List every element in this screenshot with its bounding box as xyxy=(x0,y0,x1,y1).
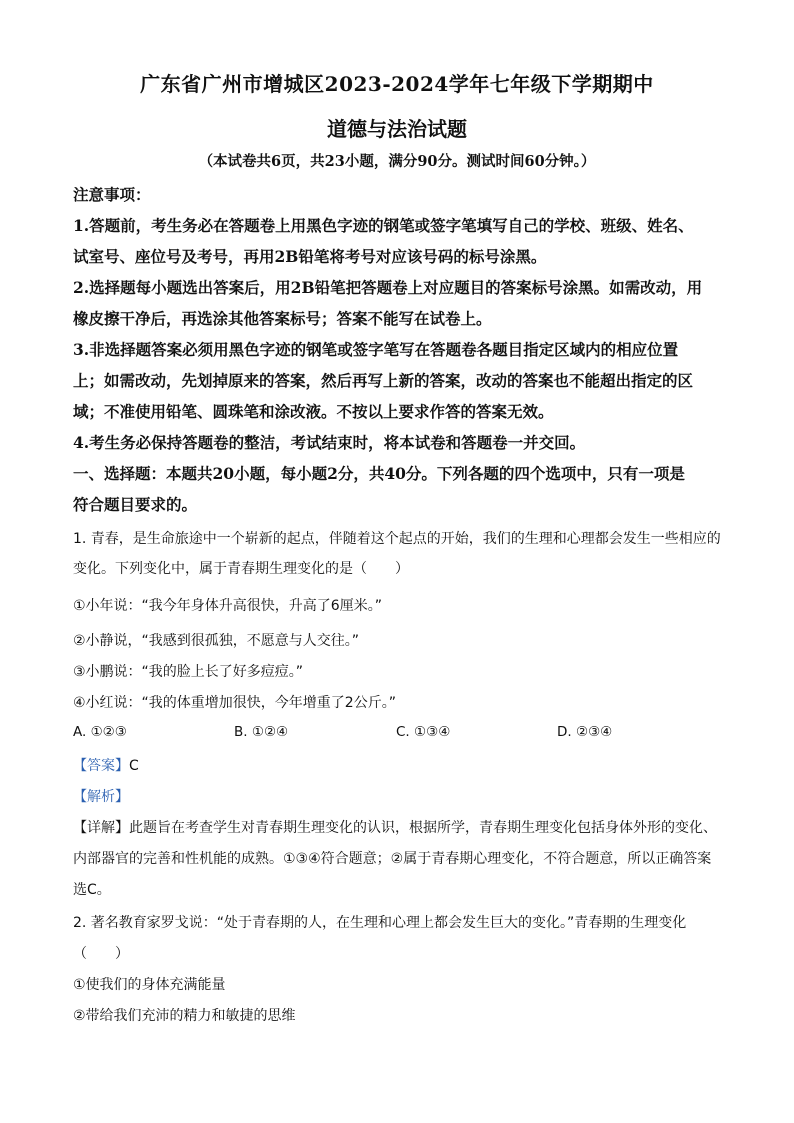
section-heading: 一、选择题：本题共20小题，每小题2分，共40分。下列各题的四个选项中，只有一项是 xyxy=(73,464,685,483)
analysis-tag: 【解析】 xyxy=(73,789,129,805)
notice-line: 4.考生务必保持答题卷的整洁，考试结束时，将本试卷和答题卷一并交回。 xyxy=(73,433,586,452)
notice-line: 域；不准使用铅笔、圆珠笔和涂改液。不按以上要求作答的答案无效。 xyxy=(73,402,554,421)
q1-item: ③小鹏说：“我的脸上长了好多痘痘。” xyxy=(73,664,304,680)
notice-line: 上；如需改动，先划掉原来的答案，然后再写上新的答案，改动的答案也不能超出指定的区 xyxy=(73,371,694,390)
q1-item: ④小红说：“我的体重增加很快，今年增重了2公斤。” xyxy=(73,695,396,711)
notice-heading: 注意事项： xyxy=(73,185,151,204)
answer-value: C xyxy=(129,758,139,774)
q1-item: ①小年说：“我今年身体升高很快，升高了6厘米。” xyxy=(73,598,382,614)
q2-item: ①使我们的身体充满能量 xyxy=(73,977,226,993)
notice-line: 橡皮擦干净后，再选涂其他答案标号；答案不能写在试卷上。 xyxy=(73,309,492,328)
detail-text: 内部器官的完善和性机能的成熟。①③④符合题意；②属于青春期心理变化，不符合题意，所以正确答案 xyxy=(73,851,712,867)
q2-stem: （ ） xyxy=(73,946,129,962)
q2-stem: 2. 著名教育家罗戈说：“处于青春期的人，在生理和心理上都会发生巨大的变化。”青春期的生理变化 xyxy=(73,915,687,931)
q1-stem: 变化。下列变化中，属于青春期生理变化的是（ ） xyxy=(73,561,409,577)
exam-title: 广东省广州市增城区2023-2024学年七年级下学期期中 xyxy=(140,72,654,96)
notice-line: 1.答题前，考生务必在答题卷上用黑色字迹的钢笔或签字笔填写自己的学校、班级、姓名、 xyxy=(73,216,694,235)
detail-text: 选C。 xyxy=(73,882,111,898)
exam-subject-title: 道德与法治试题 xyxy=(327,117,467,141)
answer-tag: 【答案】 xyxy=(73,758,129,774)
notice-line: 2.选择题每小题选出答案后，用2B铅笔把答题卷上对应题目的答案标号涂黑。如需改动，用 xyxy=(73,278,703,297)
q1-stem: 1. 青春，是生命旅途中一个崭新的起点，伴随着这个起点的开始，我们的生理和心理都会发生一些相应的 xyxy=(73,531,721,547)
detail-tag: 【详解】 xyxy=(73,820,129,836)
notice-line: 3.非选择题答案必须用黑色字迹的钢笔或签字笔写在答题卷各题目指定区域内的相应位置 xyxy=(73,340,679,359)
section-heading-cont: 符合题目要求的。 xyxy=(73,495,198,514)
notice-line: 试室号、座位号及考号，再用2B铅笔将考号对应该号码的标号涂黑。 xyxy=(73,247,547,266)
q1-option-d: D. ②③④ xyxy=(557,724,613,740)
detail-text: 此题旨在考查学生对青春期生理变化的认识，根据所学，青春期生理变化包括身体外形的变化、 xyxy=(129,820,717,836)
q1-item: ②小静说，“我感到很孤独，不愿意与人交往。” xyxy=(73,633,360,649)
q1-answer-row xyxy=(73,755,139,775)
q1-option-c: C. ①③④ xyxy=(396,724,451,740)
q2-item: ②带给我们充沛的精力和敏捷的思维 xyxy=(73,1008,296,1024)
q1-option-a: A. ①②③ xyxy=(73,724,127,740)
q1-option-b: B. ①②④ xyxy=(234,724,289,740)
exam-info: （本试卷共6页，共23小题，满分90分。测试时间60分钟。） xyxy=(198,153,596,170)
q1-detail-row xyxy=(73,817,717,837)
